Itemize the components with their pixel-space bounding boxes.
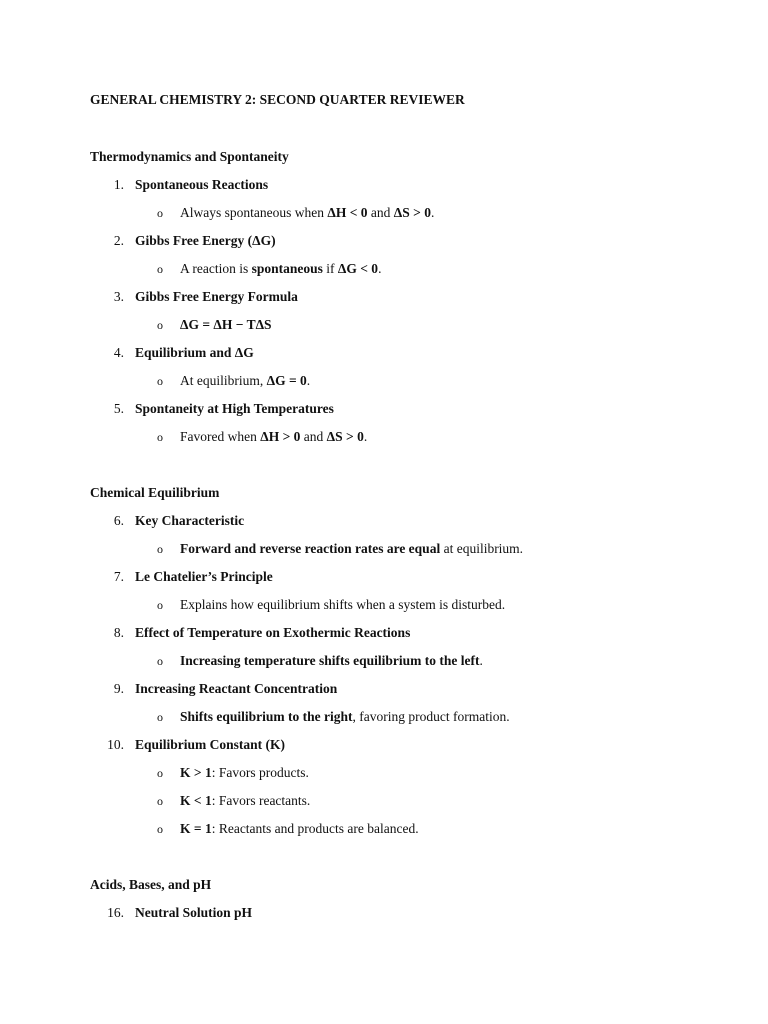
bullet-text xyxy=(180,765,309,781)
bold-text-run: ΔG = 0 xyxy=(266,373,307,388)
list-item-number: 5. xyxy=(113,401,124,416)
list-item-title: Equilibrium and ΔG xyxy=(135,345,254,360)
section-heading: Chemical Equilibrium xyxy=(90,485,220,500)
list-item-number: 1. xyxy=(113,177,124,192)
bold-text-run: Increasing temperature shifts equilibrium to the left xyxy=(180,653,480,668)
text-run: : Reactants and products are balanced. xyxy=(211,821,419,836)
bullet-marker: o xyxy=(157,822,163,836)
list-item-number: 6. xyxy=(113,513,124,528)
section-heading: Thermodynamics and Spontaneity xyxy=(90,149,289,164)
list-item-title: Key Characteristic xyxy=(135,513,245,528)
bullet-marker: o xyxy=(157,206,163,220)
text-run: . xyxy=(378,261,382,276)
text-run: A reaction is xyxy=(180,261,252,276)
bullet-marker: o xyxy=(157,318,163,332)
text-run: at equilibrium. xyxy=(440,541,524,556)
list-item-number: 4. xyxy=(113,345,124,360)
text-run: Favored when xyxy=(180,429,261,444)
text-run: . xyxy=(430,205,435,220)
bullet-marker: o xyxy=(157,710,163,724)
list-item-number: 16. xyxy=(107,905,124,920)
list-item-title: Le Chatelier’s Principle xyxy=(135,569,273,584)
bullet-marker: o xyxy=(157,794,163,808)
list-item-title: Neutral Solution pH xyxy=(135,905,253,920)
bold-text-run: ΔS > 0 xyxy=(393,205,431,220)
bold-text-run: ΔH < 0 xyxy=(327,205,368,220)
list-item-number: 7. xyxy=(113,569,124,584)
bullet-marker: o xyxy=(157,598,163,612)
list-item-number: 2. xyxy=(113,233,124,248)
bullet-marker: o xyxy=(157,430,163,444)
text-run: . xyxy=(479,653,483,668)
list-item-number: 9. xyxy=(113,681,124,696)
list-item-title: Gibbs Free Energy Formula xyxy=(135,289,298,304)
bold-text-run: K > 1 xyxy=(180,765,212,780)
bullet-marker: o xyxy=(157,542,163,556)
text-run: At equilibrium, xyxy=(180,373,267,388)
text-run: and xyxy=(367,205,394,220)
bullet-marker: o xyxy=(157,374,163,388)
text-run: . xyxy=(363,429,368,444)
text-run: Always spontaneous when xyxy=(180,205,328,220)
text-run: . xyxy=(306,373,311,388)
list-item-title: Equilibrium Constant (K) xyxy=(135,737,286,752)
bullet-text xyxy=(180,821,419,837)
text-run: : Favors products. xyxy=(211,765,309,780)
bullet-text xyxy=(180,261,381,277)
bullet-text xyxy=(180,541,523,557)
text-run: and xyxy=(300,429,327,444)
list-item-title: Spontaneity at High Temperatures xyxy=(135,401,334,416)
bullet-text xyxy=(180,317,272,333)
bold-text-run: ΔH > 0 xyxy=(260,429,301,444)
bold-text-run: ΔG = ΔH − TΔS xyxy=(180,317,272,332)
document-title: GENERAL CHEMISTRY 2: SECOND QUARTER REVIEWER xyxy=(90,92,465,107)
text-run: Explains how equilibrium shifts when a system is disturbed. xyxy=(180,597,506,612)
list-item-title: Spontaneous Reactions xyxy=(135,177,269,192)
bullet-text xyxy=(180,653,483,669)
bold-text-run: spontaneous xyxy=(251,261,323,276)
bold-text-run: ΔG < 0 xyxy=(337,261,379,276)
list-item-number: 8. xyxy=(113,625,124,640)
bullet-marker: o xyxy=(157,262,163,276)
bullet-marker: o xyxy=(157,766,163,780)
bold-text-run: Forward and reverse reaction rates are equal xyxy=(180,541,441,556)
bold-text-run: K = 1 xyxy=(180,821,212,836)
list-item-number: 10. xyxy=(107,737,124,752)
text-run: if xyxy=(322,261,338,276)
bullet-text xyxy=(180,793,310,809)
list-item-title: Gibbs Free Energy (ΔG) xyxy=(135,233,276,248)
list-item-title: Effect of Temperature on Exothermic Reactions xyxy=(135,625,411,640)
bullet-text xyxy=(180,429,367,445)
list-item-number: 3. xyxy=(113,289,124,304)
text-run: , favoring product formation. xyxy=(352,709,510,724)
section-heading: Acids, Bases, and pH xyxy=(90,877,212,892)
bullet-text xyxy=(180,373,310,389)
text-run: : Favors reactants. xyxy=(211,793,311,808)
bullet-text xyxy=(180,597,505,613)
bold-text-run: K < 1 xyxy=(180,793,212,808)
bullet-text xyxy=(180,709,510,725)
bold-text-run: ΔS > 0 xyxy=(326,429,364,444)
bullet-marker: o xyxy=(157,654,163,668)
list-item-title: Increasing Reactant Concentration xyxy=(135,681,338,696)
bold-text-run: Shifts equilibrium to the right xyxy=(180,709,353,724)
bullet-text xyxy=(180,205,434,221)
